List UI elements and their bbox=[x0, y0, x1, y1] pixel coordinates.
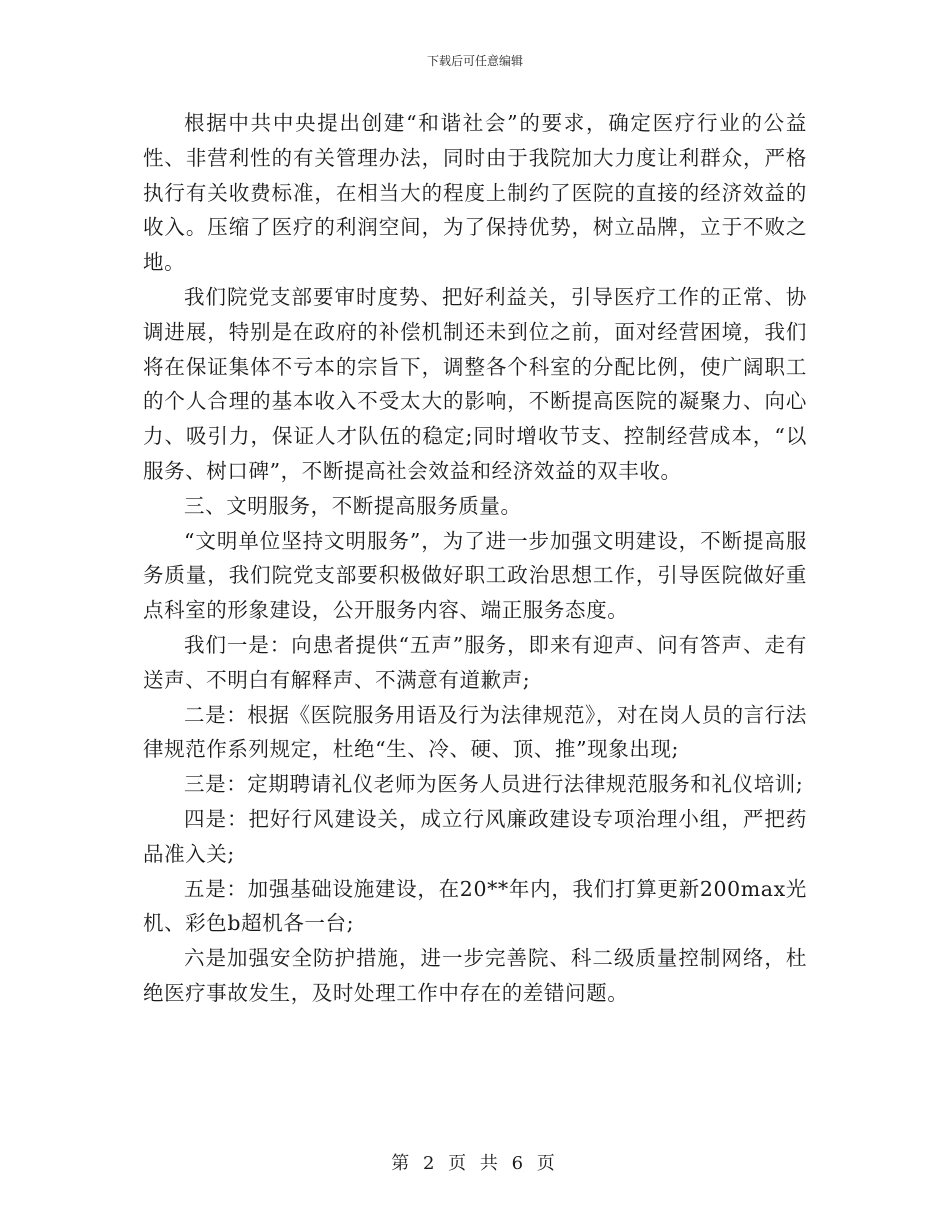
paragraph-2: 我们院党支部要审时度势、把好利益关，引导医疗工作的正常、协调进展，特别是在政府的补偿机制还未到位之前，面对经营困境，我们将在保证集体不亏本的宗旨下，调整各个科室的分配比例，使广阔职工的个人合理的基本收入不受太大的影响，不断提高医院的凝聚力、向心力、吸引力，保证人才队伍的稳定;同时增收节支、控制经营成本，“以服务、树口碑”，不断提高社会效益和经济效益的双丰收。 bbox=[143, 284, 807, 483]
paragraph-10: 六是加强安全防护措施，进一步完善院、科二级质量控制网络，杜绝医疗事故发生，及时处理工作中存在的差错问题。 bbox=[143, 946, 807, 1005]
page-number: 第 2 页 共 6 页 bbox=[391, 1153, 559, 1174]
document-body bbox=[143, 106, 807, 1011]
paragraph-4: “文明单位坚持文明服务”，为了进一步加强文明建设，不断提高服务质量，我们院党支部要积极做好职工政治思想工作，引导医院做好重点科室的形象建设，公开服务内容、端正服务态度。 bbox=[143, 528, 807, 623]
paragraph-8: 四是：把好行风建设关，成立行风廉政建设专项治理小组，严把药品准入关; bbox=[143, 806, 807, 866]
section-heading: 三、文明服务，不断提高服务质量。 bbox=[184, 493, 522, 518]
paragraph-7: 三是：定期聘请礼仪老师为医务人员进行法律规范服务和礼仪培训; bbox=[184, 772, 804, 797]
paragraph-5: 我们一是：向患者提供“五声”服务，即来有迎声、问有答声、走有送声、不明白有解释声、不满意有道歉声; bbox=[143, 632, 807, 692]
paragraph-6: 二是：根据《医院服务用语及行为法律规范》，对在岗人员的言行法律规范作系列规定，杜绝“生、冷、硬、顶、推”现象出现; bbox=[143, 702, 807, 762]
paragraph-9: 五是：加强基础设施建设，在20**年内，我们打算更新200max光机、彩色b超机各一台; bbox=[143, 876, 807, 936]
paragraph-1: 根据中共中央提出创建“和谐社会”的要求，确定医疗行业的公益性、非营利性的有关管理办法，同时由于我院加大力度让利群众，严格执行有关收费标准，在相当大的程度上制约了医院的直接的经济效益的收入。压缩了医疗的利润空间，为了保持优势，树立品牌，立于不败之地。 bbox=[143, 111, 807, 275]
page-header: 下载后可任意编辑 bbox=[426, 54, 523, 68]
